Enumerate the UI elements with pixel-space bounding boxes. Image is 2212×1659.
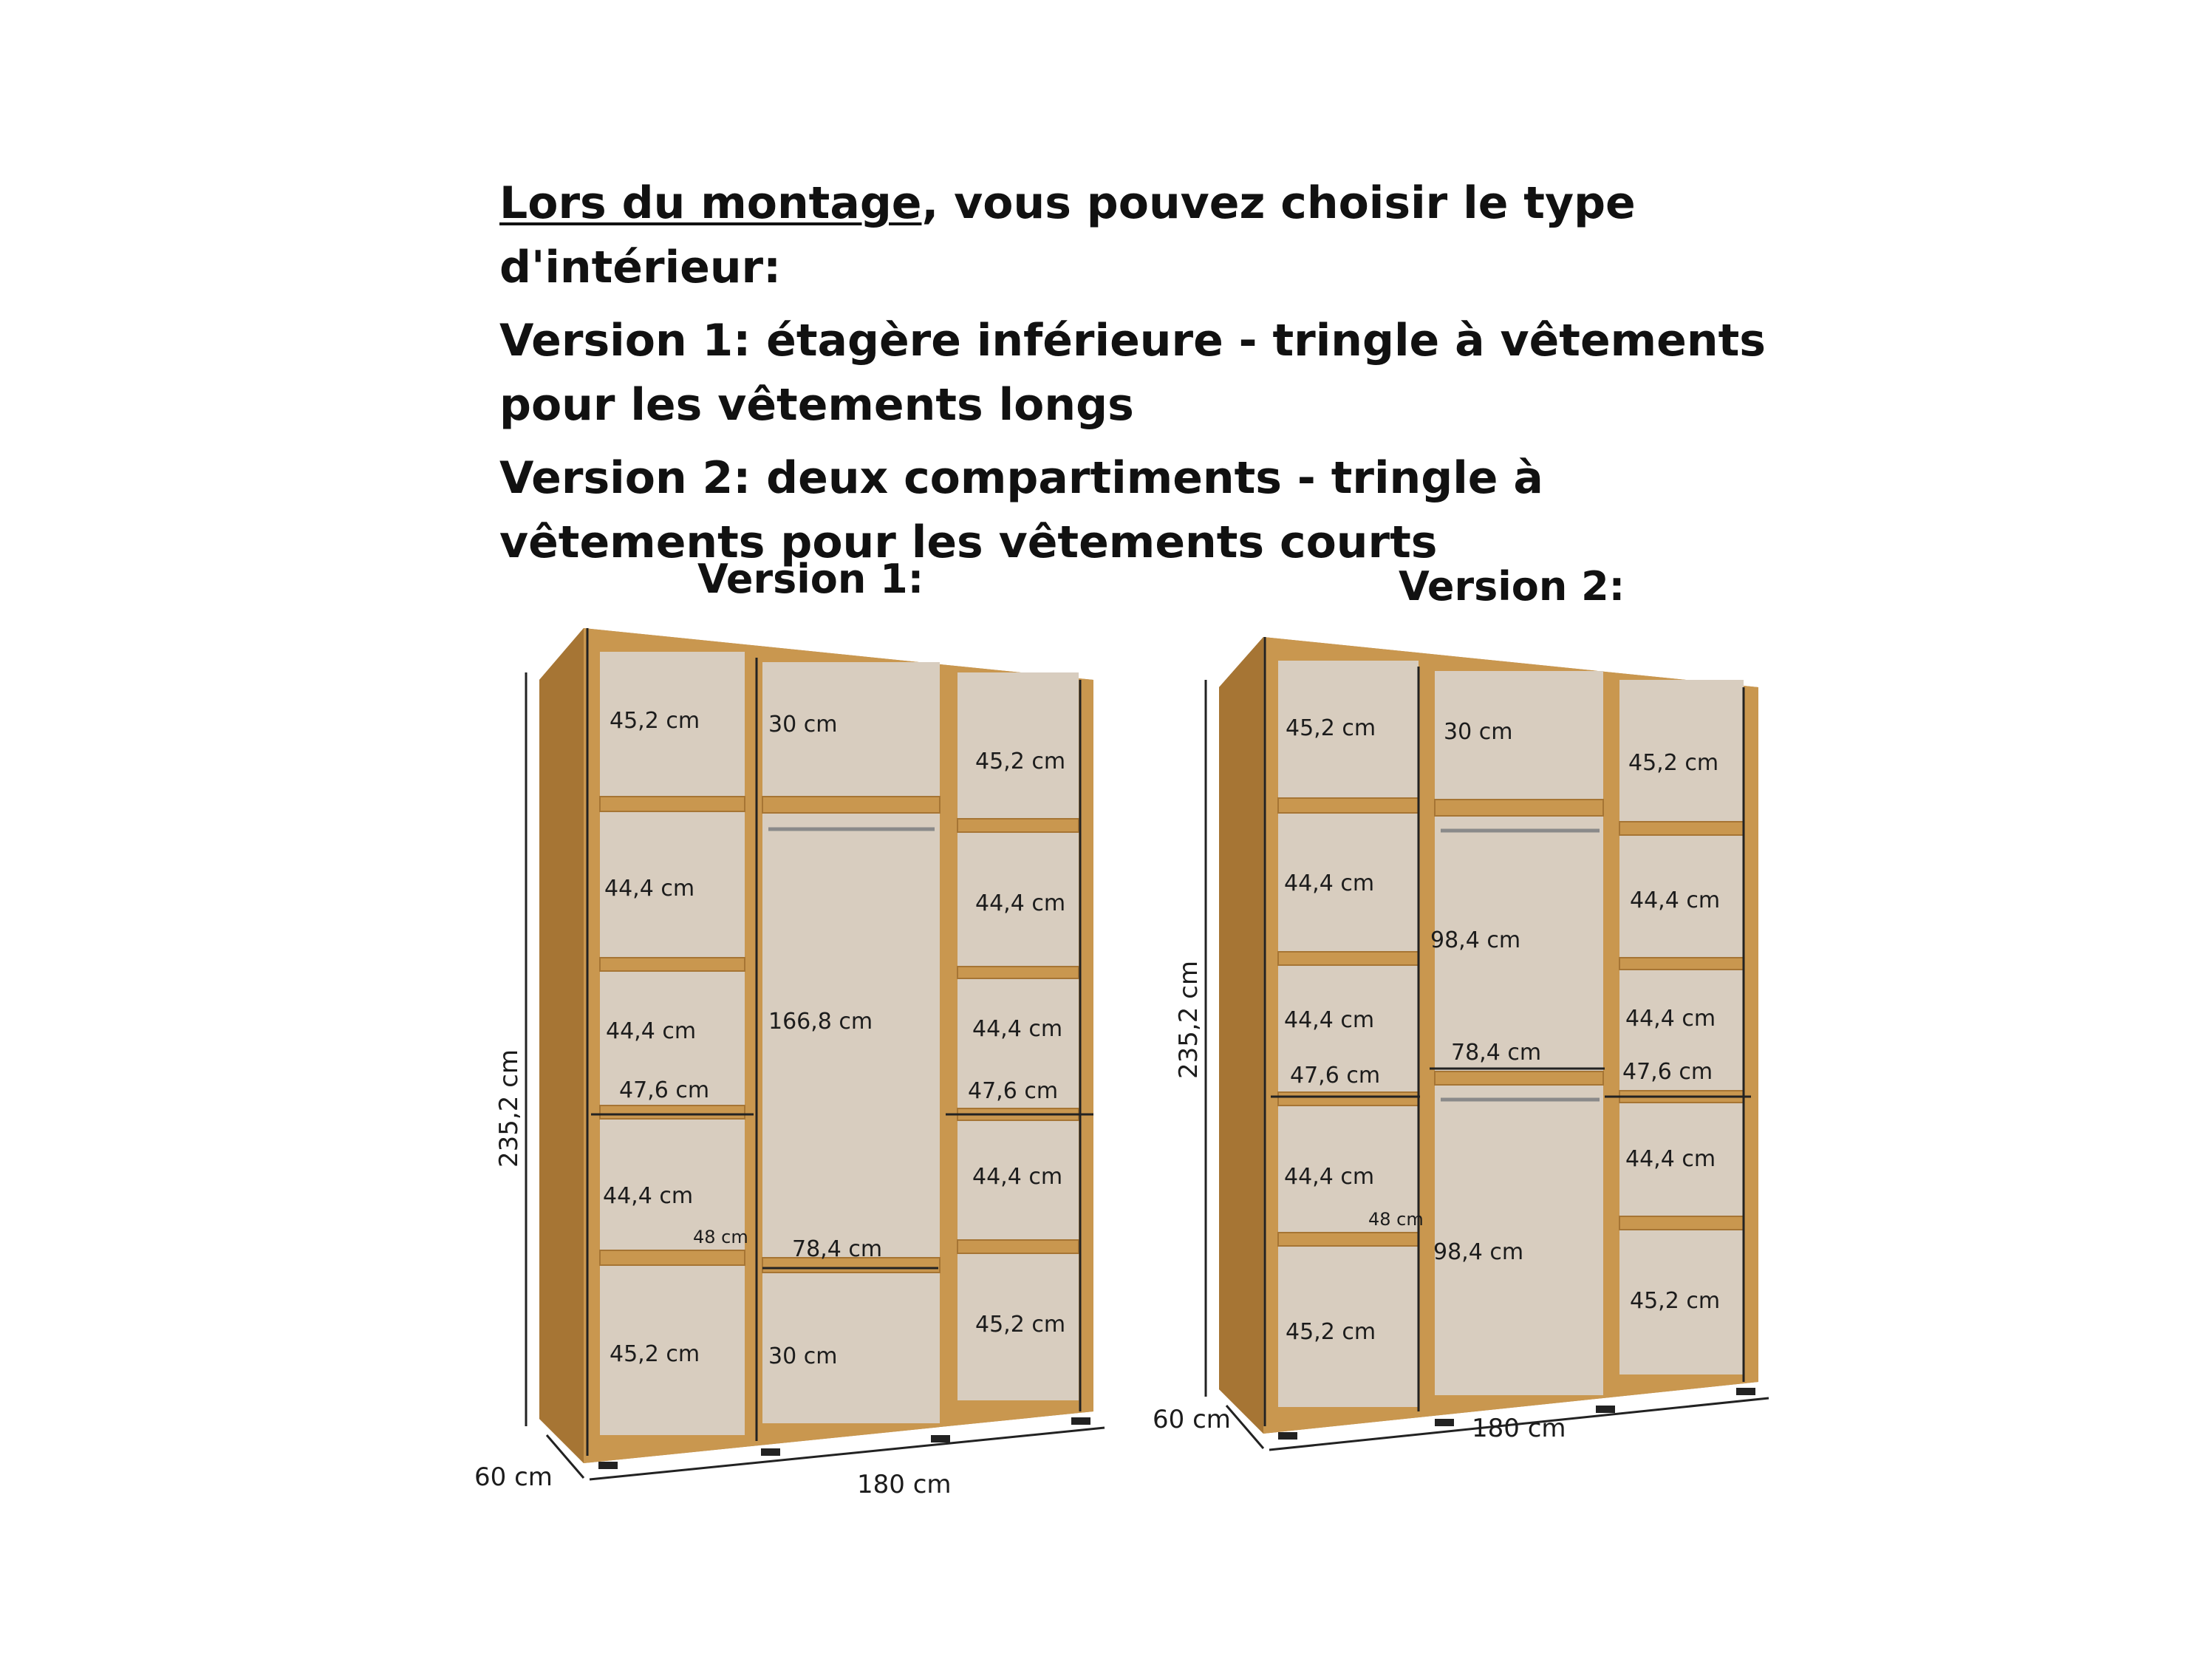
left-label-5: 44,4 cm bbox=[603, 1183, 694, 1209]
intro-line-1-rest: , vous pouvez choisir le type d'intérieur: bbox=[499, 177, 1636, 293]
wardrobe-version-2 bbox=[1153, 606, 1781, 1471]
height-label: 235,2 cm bbox=[1174, 961, 1204, 1079]
right-label-4: 47,6 cm bbox=[1622, 1059, 1713, 1085]
left-label-1: 45,2 cm bbox=[1286, 715, 1376, 741]
left-label-3: 44,4 cm bbox=[606, 1018, 697, 1044]
middle-label-3: 78,4 cm bbox=[1451, 1040, 1542, 1066]
left-label-2: 44,4 cm bbox=[604, 876, 695, 902]
left-label-6: 48 cm bbox=[1368, 1209, 1424, 1230]
version-1-title: Version 1: bbox=[697, 556, 924, 602]
side-panel bbox=[1219, 637, 1263, 1434]
middle-label-1: 30 cm bbox=[768, 712, 838, 737]
right-label-1: 45,2 cm bbox=[975, 749, 1066, 774]
left-label-3: 44,4 cm bbox=[1284, 1007, 1375, 1033]
right-label-2: 44,4 cm bbox=[1630, 888, 1721, 913]
left-label-1: 45,2 cm bbox=[610, 708, 700, 734]
right-label-5: 44,4 cm bbox=[972, 1164, 1063, 1190]
middle-label-4: 30 cm bbox=[768, 1343, 838, 1369]
right-label-6: 45,2 cm bbox=[975, 1312, 1066, 1338]
left-label-4: 47,6 cm bbox=[1290, 1063, 1381, 1089]
middle-compartment bbox=[762, 662, 940, 1423]
wardrobe-version-1 bbox=[458, 606, 1123, 1500]
middle-label-2: 98,4 cm bbox=[1430, 927, 1521, 953]
right-label-1: 45,2 cm bbox=[1628, 750, 1719, 776]
middle-label-1: 30 cm bbox=[1444, 719, 1513, 745]
left-compartment bbox=[1278, 661, 1419, 1407]
left-label-7: 45,2 cm bbox=[1286, 1319, 1376, 1345]
width-label: 180 cm bbox=[1472, 1414, 1566, 1443]
right-label-4: 47,6 cm bbox=[968, 1078, 1059, 1104]
middle-label-2: 166,8 cm bbox=[768, 1009, 873, 1035]
left-label-5: 44,4 cm bbox=[1284, 1164, 1375, 1190]
left-label-6: 48 cm bbox=[693, 1227, 748, 1247]
right-label-6: 45,2 cm bbox=[1630, 1288, 1721, 1314]
intro-text bbox=[499, 171, 1785, 584]
depth-label: 60 cm bbox=[1153, 1405, 1231, 1434]
right-label-3: 44,4 cm bbox=[972, 1016, 1063, 1042]
side-panel bbox=[539, 628, 584, 1463]
height-label: 235,2 cm bbox=[494, 1049, 524, 1168]
middle-label-3: 78,4 cm bbox=[792, 1236, 883, 1262]
width-label: 180 cm bbox=[857, 1470, 952, 1499]
version-2-title: Version 2: bbox=[1399, 563, 1625, 610]
intro-line-1 bbox=[499, 171, 1785, 300]
depth-label: 60 cm bbox=[474, 1462, 553, 1492]
intro-version-2: Version 2: deux compartiments - tringle à vêtements pour les vêtements courts bbox=[499, 452, 1543, 568]
left-label-4: 47,6 cm bbox=[619, 1077, 710, 1103]
intro-underlined: Lors du montage bbox=[499, 177, 922, 229]
left-label-7: 45,2 cm bbox=[610, 1341, 700, 1367]
left-label-2: 44,4 cm bbox=[1284, 871, 1375, 896]
middle-compartment bbox=[1435, 671, 1603, 1395]
intro-version-1: Version 1: étagère inférieure - tringle à vêtements pour les vêtements longs bbox=[499, 315, 1766, 431]
right-label-2: 44,4 cm bbox=[975, 890, 1066, 916]
right-label-3: 44,4 cm bbox=[1625, 1006, 1716, 1032]
middle-label-4: 98,4 cm bbox=[1433, 1239, 1524, 1265]
right-label-5: 44,4 cm bbox=[1625, 1146, 1716, 1172]
